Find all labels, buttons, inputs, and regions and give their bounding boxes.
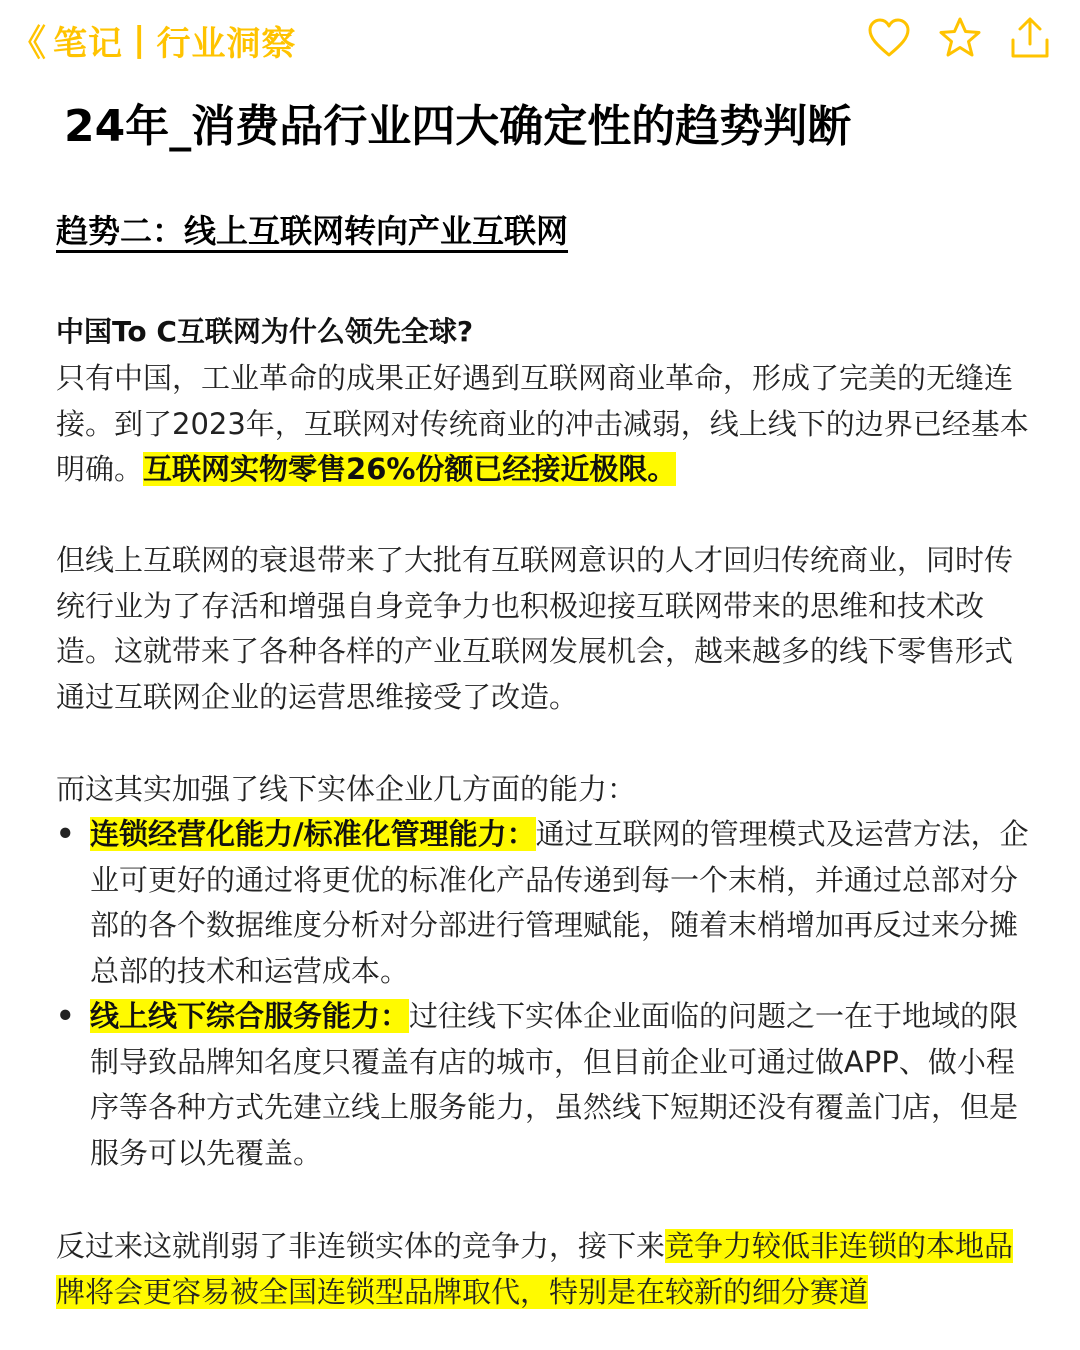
paragraph-1-highlight: 互联网实物零售26%份额已经接近极限。 [143, 452, 677, 486]
paragraph-1 [56, 356, 1036, 493]
paragraph-1-text: 只有中国，工业革命的成果正好遇到互联网商业革命，形成了完美的无缝连接。到了2023年，互联网对传统商业的冲击减弱，线上线下的边界已经基本明确。 [56, 361, 1029, 486]
share-icon [1006, 14, 1054, 62]
favorite-button[interactable] [936, 14, 984, 62]
paragraph-2: 但线上互联网的衰退带来了大批有互联网意识的人才回归传统商业，同时传统行业为了存活和增强自身竞争力也积极迎接互联网带来的思维和技术改造。这就带来了各种各样的产业互联网发展机会，越来越多的线下零售形式通过互联网企业的运营思维接受了改造。 [56, 543, 1014, 714]
section-heading: 趋势二：线上互联网转向产业互联网 [56, 212, 569, 250]
back-chevron-icon: 《 [10, 22, 48, 64]
capability-list [56, 812, 1040, 1176]
back-button[interactable] [10, 18, 296, 62]
bullet-marker: • [56, 817, 75, 851]
article-title: 24年_消费品行业四大确定性的趋势判断 [64, 101, 852, 152]
bullet-text: 过往线下实体企业面临的问题之一在于地域的限制导致品牌知名度只覆盖有店的城市，但目前企业可通过做APP、做小程序等各种方式先建立线上服务能力，虽然线下短期还没有覆盖门店，但是服务可以先覆盖。 [90, 999, 1019, 1170]
top-bar [0, 0, 1080, 80]
list-item [56, 812, 1040, 994]
paragraph-4 [56, 1224, 1036, 1315]
back-label: 笔记 [53, 23, 124, 64]
list-item [56, 994, 1040, 1176]
star-icon [936, 14, 984, 62]
paragraph-3-intro: 而这其实加强了线下实体企业几方面的能力： [56, 772, 637, 806]
bullet-marker: • [56, 999, 75, 1033]
bullet-text: 通过互联网的管理模式及运营方法，企业可更好的通过将更优的标准化产品传递到每一个末梢，并通过总部对分部的各个数据维度分析对分部进行管理赋能，随着末梢增加再反过来分摊总部的技术和运营成本。 [90, 817, 1029, 988]
breadcrumb-separator: | [133, 20, 147, 60]
paragraph-4-highlight: 竞争力较低非连锁的本地品牌将会更容易被全国连锁型品牌取代，特别是在较新的细分赛道 [56, 1229, 1014, 1309]
category-label: 行业洞察 [156, 23, 297, 64]
bullet-heading: 连锁经营化能力/标准化管理能力： [90, 817, 536, 851]
heart-icon [865, 14, 913, 62]
bullet-heading: 线上线下综合服务能力： [90, 999, 410, 1033]
like-button[interactable] [865, 14, 913, 62]
share-button[interactable] [1006, 14, 1054, 62]
paragraph-4-text: 反过来这就削弱了非连锁实体的竞争力，接下来 [56, 1229, 666, 1263]
question-heading: 中国To C互联网为什么领先全球? [56, 315, 474, 348]
